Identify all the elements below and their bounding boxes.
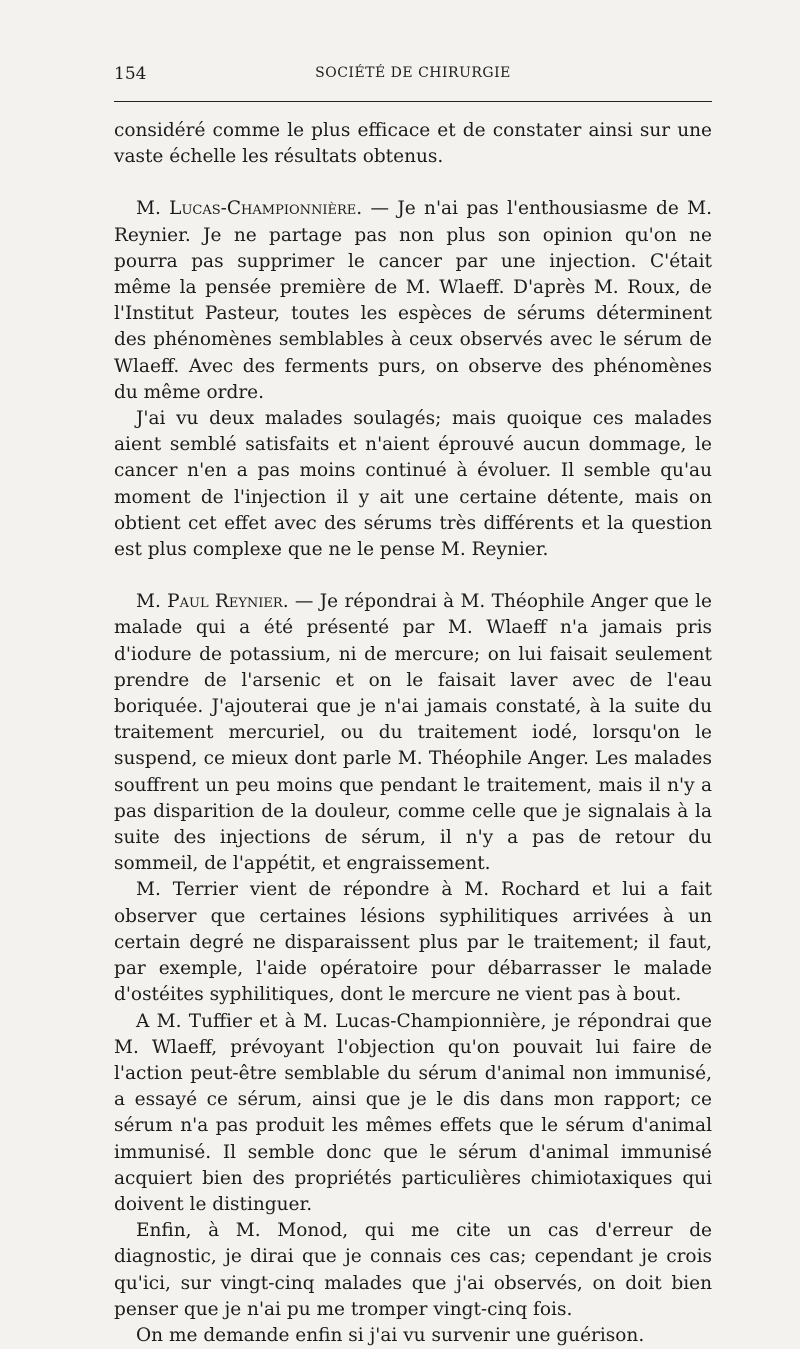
speaker-name: M. Lucas-Championnière. [136,198,363,220]
speaker-name: M. Paul Reynier. [136,591,289,613]
paragraph [114,877,712,1008]
paragraph-text: Enfin, à M. Monod, qui me cite un cas d'erreur de diagnostic, je dirai que je connais ces cas; cependant je crois qu'ici, sur vingt-cinq malades que j'ai observés, on doit bien penser que je n'ai pu me tromper vingt-cinq fois. [114,1220,712,1320]
paragraph-text: — Je répondrai à M. Théophile Anger que le malade qui a été présenté par M. Wlaeff n'a jamais pris d'iodure de potassium, ni de mercure; on lui faisait seulement prendre de l'arsenic et on le faisait laver avec de l'eau boriquée. J'ajouterai que je n'ai jamais constaté, à la suite du traitement mercuriel, ou du traitement iodé, lorsqu'on le suspend, ce mieux dont parle M. Théophile Anger. Les malades souffrent un peu moins que pendant le traitement, mais il n'y a pas disparition de la douleur, comme celle que je signalais à la suite des injections de sérum, il n'y a pas de retour du sommeil, de l'appétit, et engraissement. [114,591,712,875]
running-title: SOCIÉTÉ DE CHIRURGIE [315,65,511,81]
paragraph [114,1218,712,1323]
paragraph-continuation [114,118,712,170]
paragraph-text: A M. Tuffier et à M. Lucas-Championnière, je répondrai que M. Wlaeff, prévoyant l'objection qu'on pouvait lui faire de l'action peut-être semblable du sérum d'animal non immunisé, a essayé ce sérum, ainsi que je le dis dans mon rapport; ce sérum n'a pas produit les mêmes effets que le sérum d'animal immunisé. Il semble donc que le sérum d'animal immunisé acquiert bien des propriétés particulières chimiotaxiques qui doivent le distinguer. [114,1010,712,1215]
paragraph-text: M. Terrier vient de répondre à M. Rochard et lui a fait observer que certaines lésions syphilitiques arrivées à un certain degré ne disparaissent plus par le traitement; il faut, par exemple, l'aide opératoire pour débarrasser le malade d'ostéites syphilitiques, dont le mercure ne vient pas à bout. [114,879,712,1006]
paragraph-text: J'ai vu deux malades soulagés; mais quoique ces malades aient semblé satisfaits et n'aient éprouvé aucun dommage, le cancer n'en a pas moins continué à évoluer. Il semble qu'au moment de l'injection il y ait une certaine détente, mais on obtient cet effet avec des sérums très différents et la question est plus complexe que ne le pense M. Reynier. [114,408,712,561]
paragraph-paul-reynier [114,589,712,877]
paragraph-text: considéré comme le plus efficace et de constater ainsi sur une vaste échelle les résultats obtenus. [114,120,712,168]
paragraph-text: On me demande enfin si j'ai vu survenir une guérison. [136,1324,645,1346]
page-number: 154 [114,64,147,84]
paragraph [114,406,712,563]
page-header [114,64,712,90]
header-rule [114,101,712,102]
body-text [114,118,712,1349]
paragraph-text: — Je n'ai pas l'enthousiasme de M. Reynier. Je ne partage pas non plus son opinion qu'on ne pourra pas supprimer le cancer par une injection. C'était même la pensée première de M. Wlaeff. D'après M. Roux, de l'Institut Pasteur, toutes les espèces de sérums déterminent des phénomènes semblables à ceux observés avec le sérum de Wlaeff. Avec des ferments purs, on observe des phénomènes du même ordre. [114,198,713,403]
paragraph [114,1009,712,1219]
paragraph-lucas-championniere [114,196,712,406]
